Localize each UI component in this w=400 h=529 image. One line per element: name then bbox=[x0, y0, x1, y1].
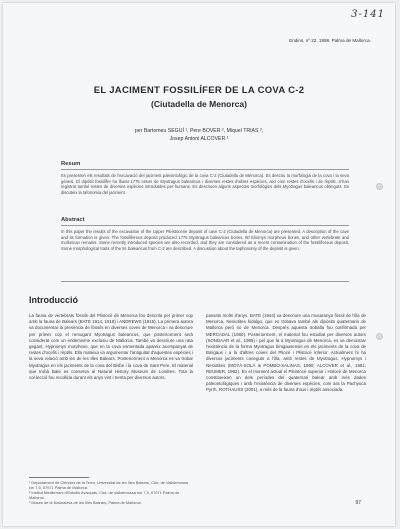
authors-line-2: Josep Antoni ALCOVER ² bbox=[169, 136, 229, 142]
authors-line-1: per Bartomeu SEGUÍ ¹, Pere BOVER ², Miquel TRIAS ³, bbox=[134, 128, 264, 134]
abstract-label: Abstract bbox=[61, 217, 85, 223]
footnote-3: ³ Museu de la Naturalesa de les Illes Balears, Palma de Mallorca. bbox=[29, 500, 142, 506]
footnote-rule bbox=[29, 477, 89, 478]
abstract-text: In this paper the results of the excavation of the Upper Pleistocene deposit of cave C-2 (Ciutadella de Menorca) are presented. A description of the cave and its formation is given. The fossiliferous deposit produced 1775 Myotragus balearicus bones, 60 Eliomys morpheus bones, and other vertebrate and molluscan remains. Some recently introduced species are also recorded, and they are considered as a recent contamination of the fossiliferous deposit. Some morphological traits of the M. balearicus from C-2 are described. A discussion about the taphonomy of the deposit is given. bbox=[61, 229, 349, 251]
resum-text: Es presenten els resultats de l'excavació del jaciment paleontològic de la cova C-2 (Ciutadella de Menorca). Es descriu la morfologia de la cova i la seva gènesi. El dipòsit fossilífer ha lliurat 1775 ossos de Myotragus balearicus i diverses restes d'altres espècies, així com restes d'ocells i de rèptils. S'han registrat també restes de diverses espècies introduïdes per humans. Es descriuen alguns aspectes morfològics dels Myotragus balearicus obtinguts. Es discuteix la tafonomia del jaciment. bbox=[61, 173, 349, 195]
document-page bbox=[3, 3, 395, 526]
footnote-2: ² Institut Mediterrani d'Estudis Avançats, Ctra. de Valldemossa km 7,5, 07071 Palma de Mallorca. bbox=[29, 490, 180, 501]
punch-hole-top bbox=[376, 183, 383, 190]
author-list bbox=[3, 127, 395, 143]
footnotes bbox=[29, 480, 189, 505]
article-subtitle: (Ciutadella de Menorca) bbox=[151, 99, 247, 109]
resum-rule bbox=[61, 169, 349, 170]
intro-column-left: La fauna de vertebrats fòssils del Plistocè de Menorca fou descrita per primer cop amb la fauna de Balears (BATE 1914, 1918) i ANDREWS (1915). La primera autora va documentar la presència de fòssils en diverses coves de Menorca i va descriure per primer cop el remugant Myotragus balearicus, que posteriorment serà considerat com un endemisme exclusiu de Mallorca. També va descriure una rata gegant, Hypnomys morpheus, que en la cova esmentada apareix acompanyat de restes d'ocells i rèptils. Ella mateixa va argumentar l'antiguitat d'aquestes espècies i la seva relació amb les de les Illes Balears. Posteriorment a Menorca es va trobar Myotragus en els jaciments de la cova del Bisbe i la cova de Sant Pere. El material que trobà Bate es conserva al Natural History Museum de Londres. Tota la col·lecció fou recollida durant els anys vint i trenta per diversos autors. bbox=[29, 313, 193, 381]
abstract-rule bbox=[61, 225, 349, 226]
handwritten-note: 3-141 bbox=[351, 9, 385, 20]
article-title: EL JACIMENT FOSSILÍFER DE LA COVA C-2 bbox=[93, 85, 305, 96]
resum-label: Resum bbox=[61, 161, 81, 167]
punch-hole-bottom bbox=[376, 333, 383, 340]
intro-column-right: passats molts d'anys. BATE (1944) va descriure una musaranya fòssil de l'illa de Menorca, Nesiotites hidalgo, que es trobava també als dipòsits quaternaris de Mallorca però no de Menorca. Després aquesta troballa fou confirmada per MERCADAL (1960). Posteriorment, el material fou estudiat per diversos autors (SONDAAR et al., 1995) i pel que fa a Myotragus de Menorca, es va demostrar l'existència de la forma Myotragus binigausensis en els jaciments de la cova de Binigaus i a la d'altres coves del Pliocè i Plistocè inferior. Actualment hi ha diversos jaciments coneguts a l'illa, amb restes de Myotragus, Hypnomys i Nesiotites (MOYÀ-SOLÀ & POMBO-SALINAS, 1990; ALCOVER et al., 1981; REUMER, 1982). En el moment actual el Pleistocè superior i Holocè de Menorca constitueixen un dels períodes del quaternari balear amb més dades paleontològiques i amb l'existència de diverses espècies, com ara la Pachyuca Pyrrh, ROTHAUSS (2001), a més de la fauna d'aus i rèptils associada. bbox=[206, 313, 366, 393]
footnote-1: ¹ Departament de Ciències de la Terra, Universitat de les Illes Balears, Ctra. de Valldemossa km 7,5, 07071 Palma de Mallorca. bbox=[29, 480, 189, 491]
journal-reference: Endins, nº 22. 1998. Palma de Mallorca. bbox=[289, 38, 371, 43]
section-heading-introduccio: Introducció bbox=[29, 295, 78, 305]
page-number: 97 bbox=[355, 500, 361, 506]
abstract-bottom-rule bbox=[61, 281, 349, 282]
